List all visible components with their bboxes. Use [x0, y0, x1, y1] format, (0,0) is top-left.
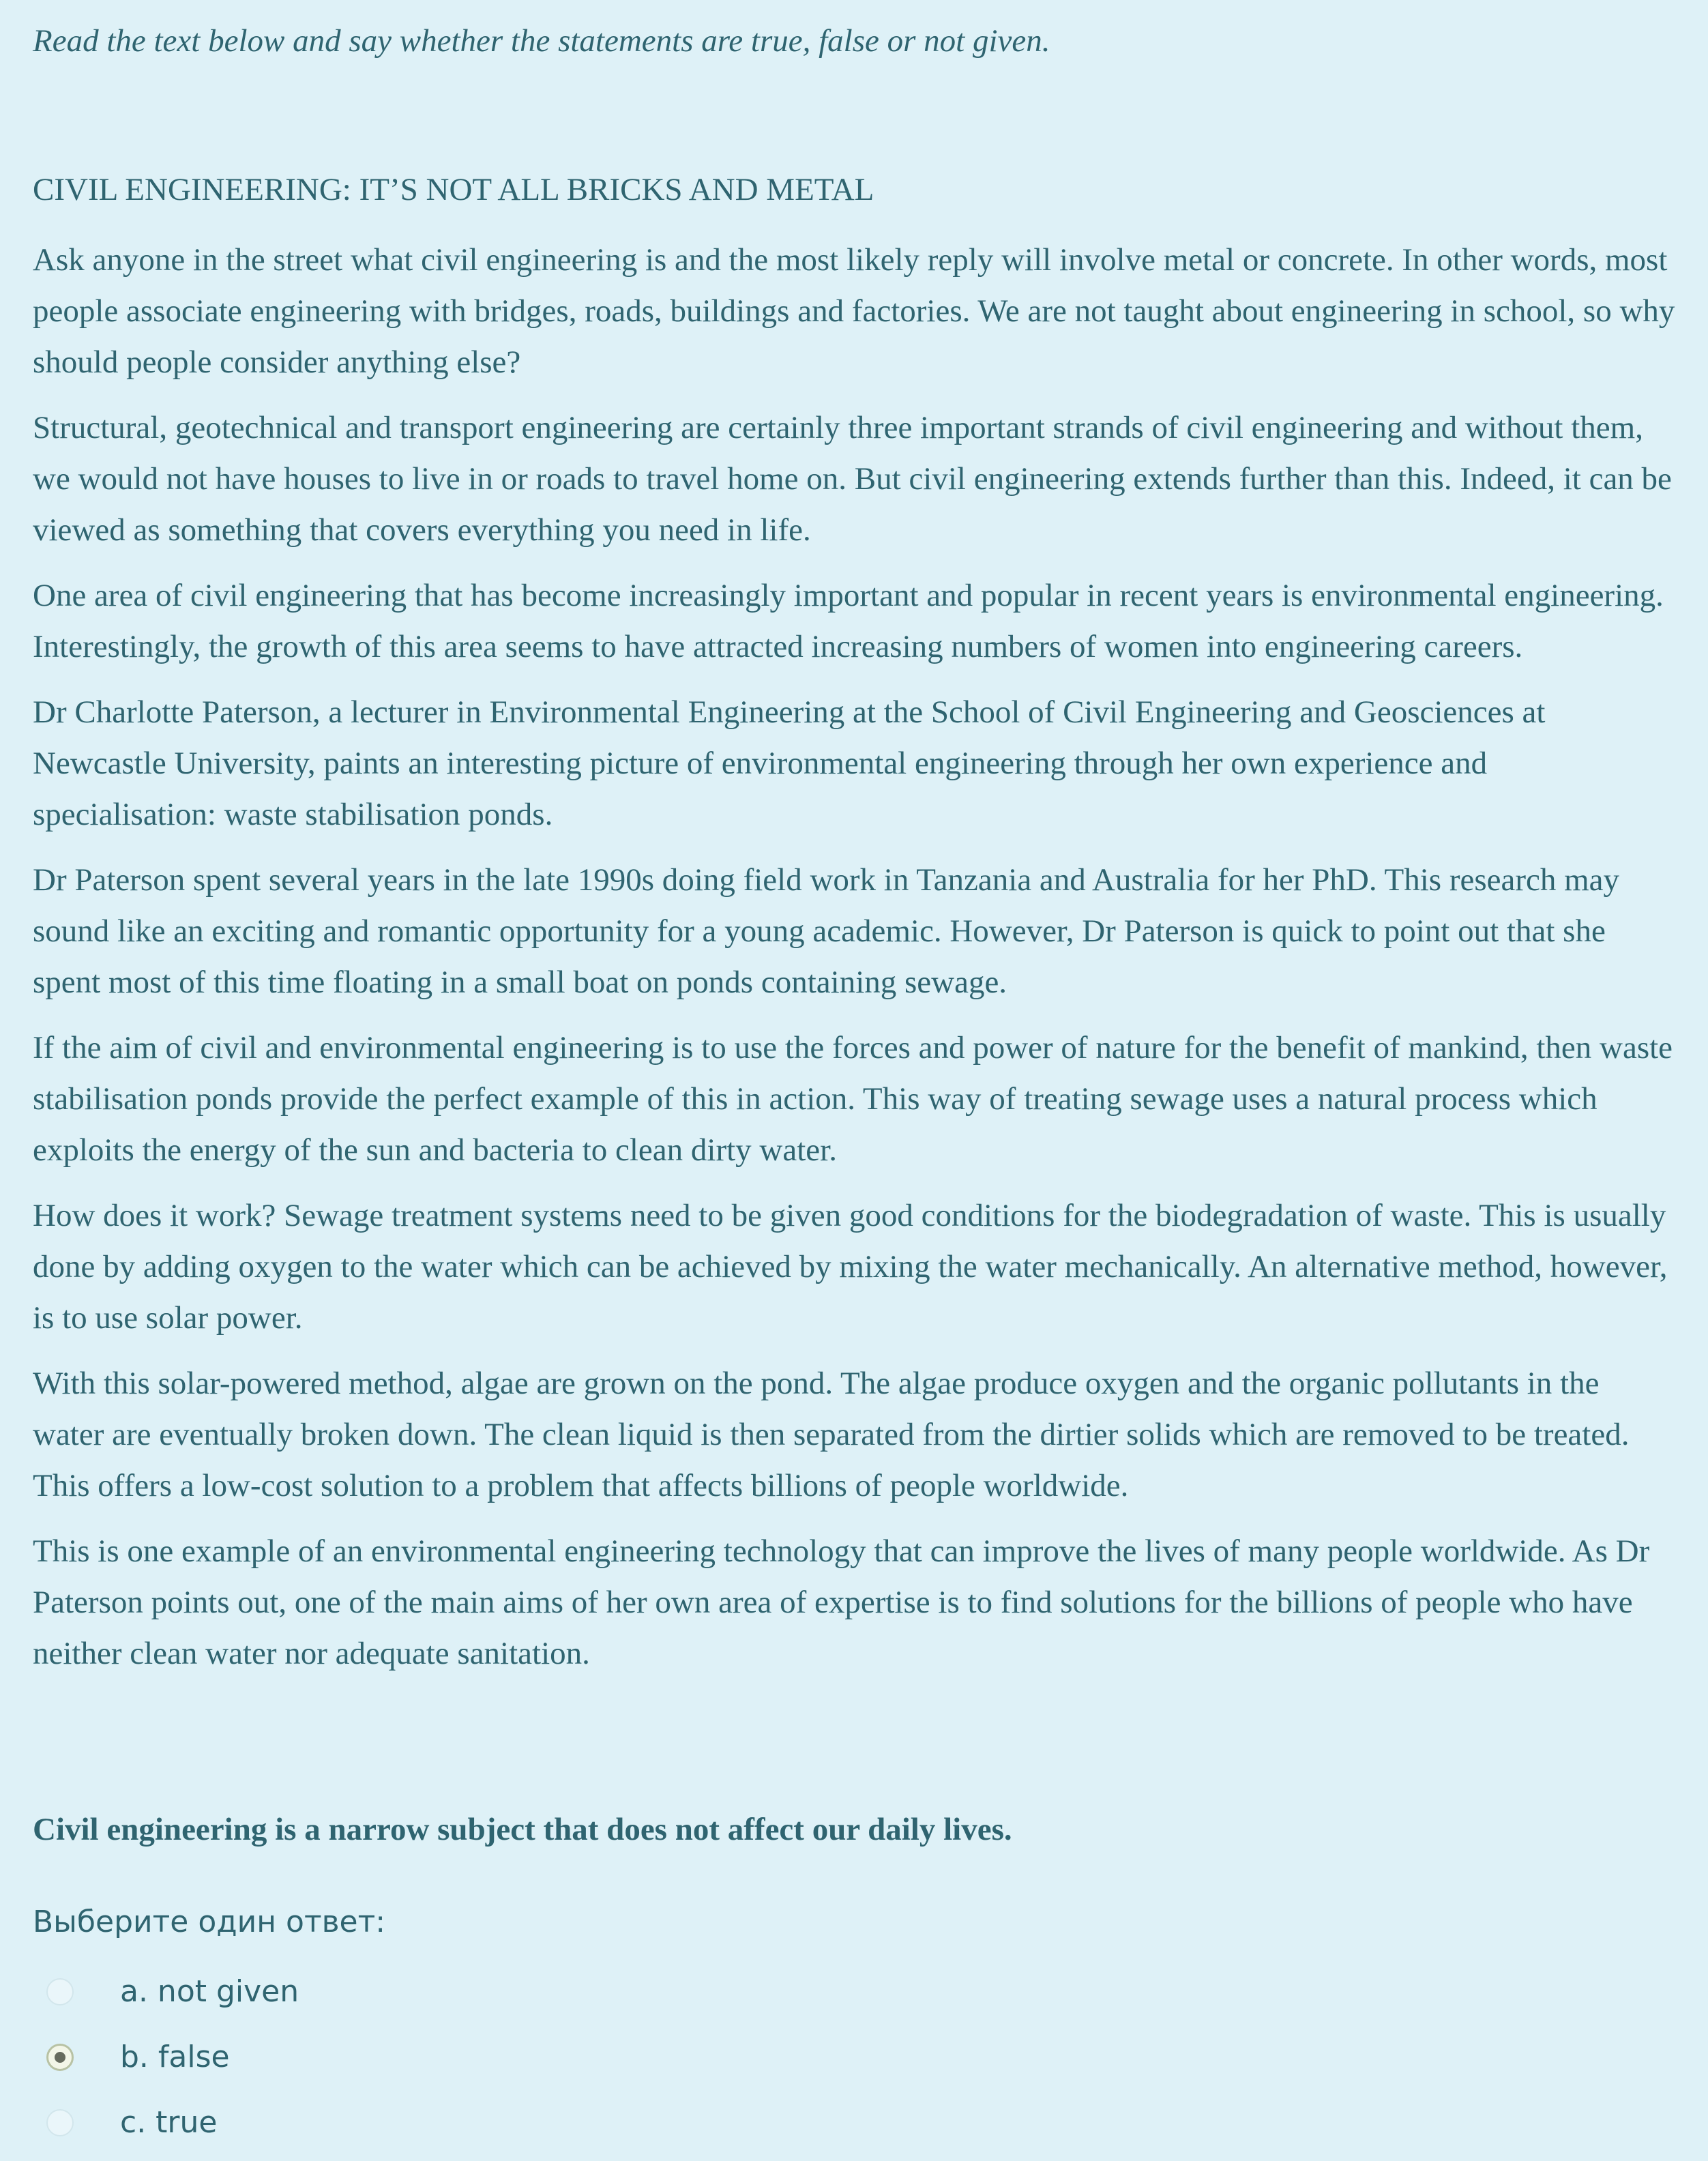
- answer-options: [33, 1959, 851, 2156]
- radio-not-given[interactable]: [46, 1978, 74, 2005]
- article-paragraph: Dr Charlotte Paterson, a lecturer in Environmental Engineering at the School of Civil Engineering and Geosciences at Newcastle University, paints an interesting picture of environmental engineering through her own experience and specialisation: waste stabilisation ponds.: [33, 694, 1546, 832]
- question-statement: Civil engineering is a narrow subject that does not affect our daily lives.: [33, 1812, 1012, 1847]
- article-paragraph: With this solar-powered method, algae are grown on the pond. The algae produce oxygen and the organic pollutants in the water are eventually broken down. The clean liquid is then separated from the dirtier solids which are removed to be treated. This offers a low-cost solution to a problem that affects billions of people worldwide.: [33, 1366, 1630, 1503]
- article-paragraph: Ask anyone in the street what civil engineering is and the most likely reply will involve metal or concrete. In other words, most people associate engineering with bridges, roads, buildings and factories. We are not taught about engineering in school, so why should people consider anything else?: [33, 242, 1675, 380]
- radio-false[interactable]: [46, 2044, 74, 2071]
- radio-true[interactable]: [46, 2109, 74, 2136]
- article-paragraph: Structural, geotechnical and transport engineering are certainly three important strands of civil engineering and without them, we would not have houses to live in or roads to travel home on. But civil engineering extends further than this. Indeed, it can be viewed as something that covers everything you need in life.: [33, 410, 1672, 548]
- option-false[interactable]: [33, 2025, 851, 2090]
- option-label: b. false: [120, 2040, 230, 2074]
- option-label: c. true: [120, 2105, 218, 2140]
- article-paragraph: How does it work? Sewage treatment systems need to be given good conditions for the biodegradation of waste. This is usually done by adding oxygen to the water which can be achieved by mixing the water mechanically. An alternative method, however, is to use solar power.: [33, 1198, 1668, 1336]
- article-paragraph: This is one example of an environmental engineering technology that can improve the lives of many people worldwide. As Dr Paterson points out, one of the main aims of her own area of expertise is to find solutions for the billions of people who have neither clean water nor adequate sanitation.: [33, 1533, 1650, 1671]
- article-paragraph: One area of civil engineering that has become increasingly important and popular in recent years is environmental engineering. Interestingly, the growth of this area seems to have attracted increasing numbers of women into engineering careers.: [33, 578, 1664, 664]
- article-paragraph: Dr Paterson spent several years in the late 1990s doing field work in Tanzania and Australia for her PhD. This research may sound like an exciting and romantic opportunity for a young academic. However, Dr Paterson is quick to point out that she spent most of this time floating in a small boat on ponds containing sewage.: [33, 862, 1620, 1000]
- option-label: a. not given: [120, 1974, 299, 2009]
- article-body: [33, 235, 1675, 1679]
- answer-prompt: Выберите один ответ:: [33, 1905, 386, 1939]
- article-title: CIVIL ENGINEERING: IT’S NOT ALL BRICKS AND METAL: [33, 172, 874, 207]
- article-paragraph: If the aim of civil and environmental engineering is to use the forces and power of nature for the benefit of mankind, then waste stabilisation ponds provide the perfect example of this in action. This way of treating sewage uses a natural process which exploits the energy of the sun and bacteria to clean dirty water.: [33, 1030, 1673, 1168]
- instruction-text: Read the text below and say whether the statements are true, false or not given.: [33, 23, 1050, 59]
- option-true[interactable]: [33, 2090, 851, 2156]
- option-not-given[interactable]: [33, 1959, 851, 2025]
